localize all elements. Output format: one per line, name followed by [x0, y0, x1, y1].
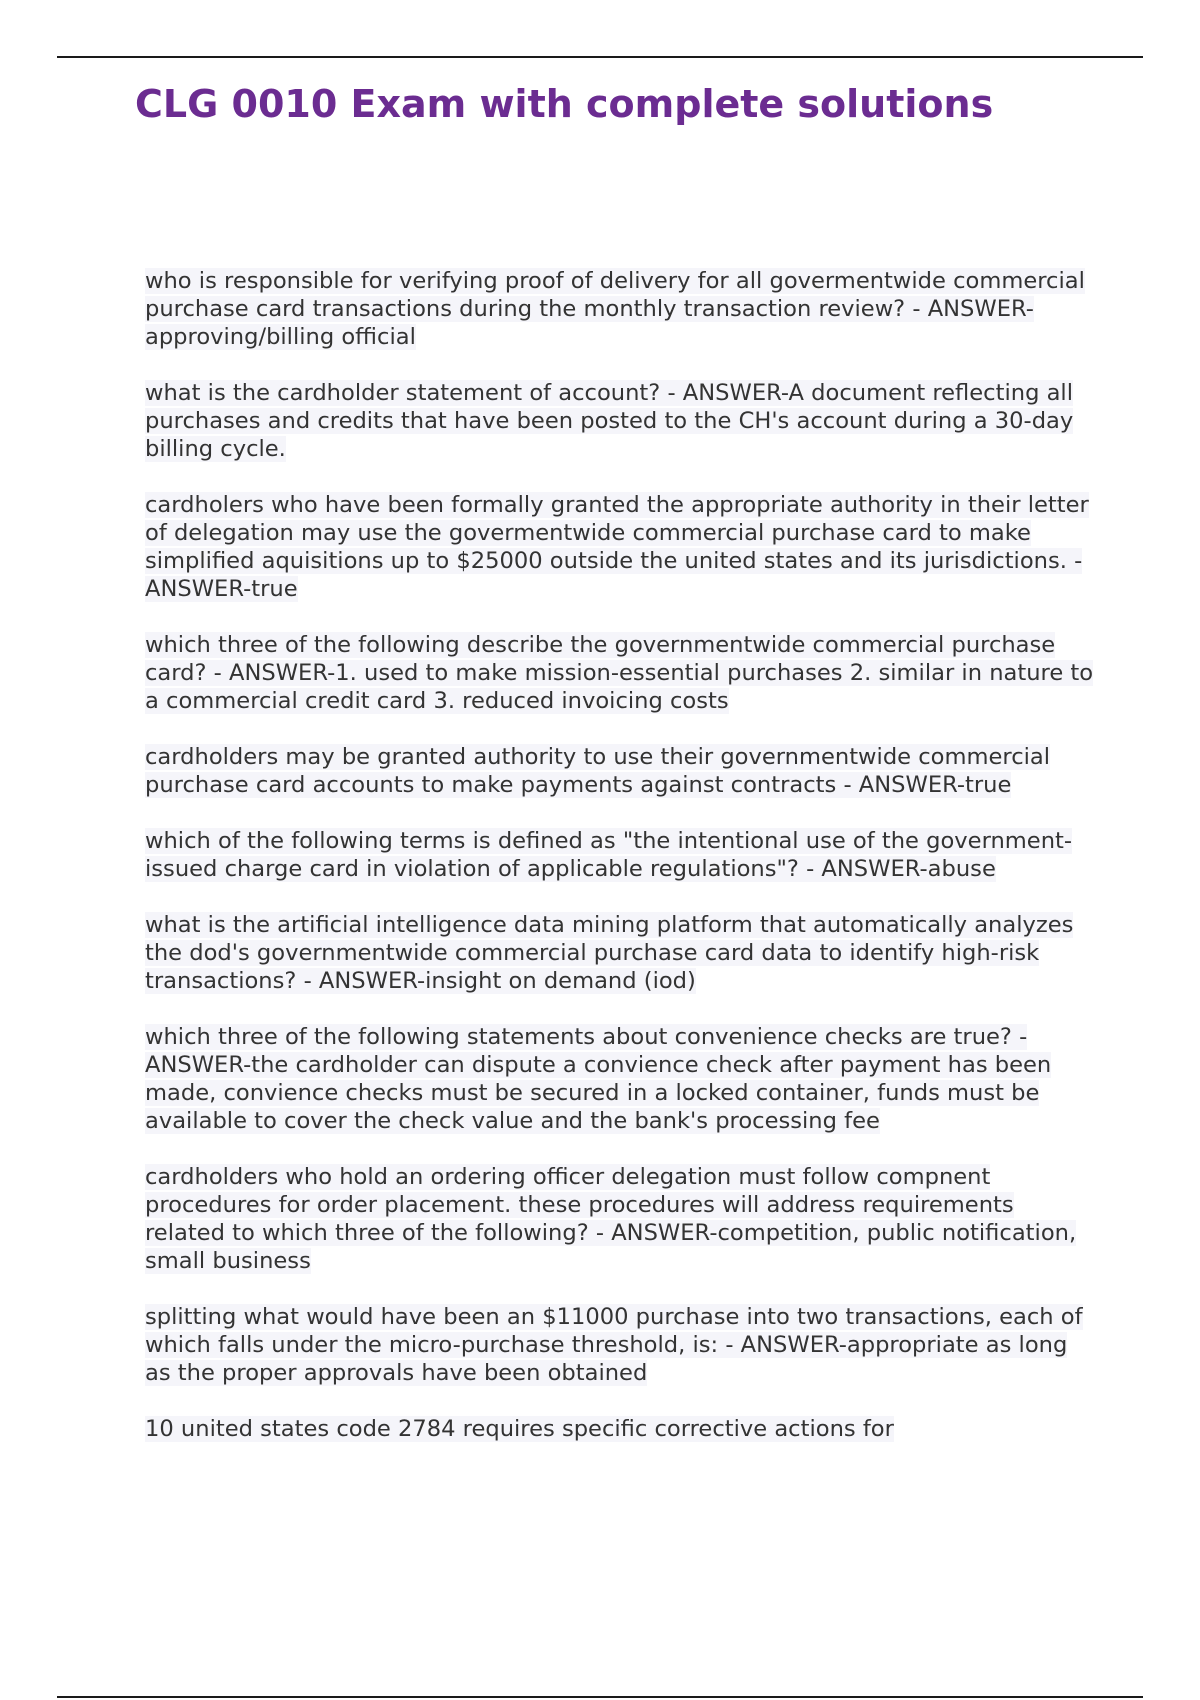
document-title: CLG 0010 Exam with complete solutions — [135, 82, 994, 126]
qa-text: cardholders may be granted authority to use their governmentwide commercial purchase card accounts to make payments against contracts - ANSWER-true — [145, 744, 1051, 798]
bottom-rule — [57, 1696, 1143, 1698]
qa-text: 10 united states code 2784 requires specific corrective actions for — [145, 1416, 894, 1442]
qa-text: cardholders who hold an ordering officer delegation must follow compnent procedures for order placement. these procedures will address requirements related to which three of the following? - ANSWER-competition, public notification, small business — [145, 1164, 1077, 1274]
qa-list — [145, 267, 1095, 1471]
qa-item — [145, 911, 1095, 995]
qa-item — [145, 631, 1095, 715]
qa-item — [145, 1415, 1095, 1443]
qa-item — [145, 827, 1095, 883]
qa-item — [145, 491, 1095, 603]
qa-item — [145, 267, 1095, 351]
qa-text: cardholers who have been formally granted the appropriate authority in their letter of delegation may use the govermentwide commercial purchase card to make simplified aquisitions up to $25000 outside the united states and its jurisdictions. - ANSWER-true — [145, 492, 1089, 602]
qa-text: which of the following terms is defined as "the intentional use of the government-issued charge card in violation of applicable regulations"? - ANSWER-abuse — [145, 828, 1073, 882]
qa-item — [145, 1303, 1095, 1387]
qa-item — [145, 1023, 1095, 1135]
qa-text: which three of the following statements about convenience checks are true? - ANSWER-the cardholder can dispute a convience check after payment has been made, convience checks must be secured in a locked container, funds must be available to cover the check value and the bank's processing fee — [145, 1024, 1052, 1134]
qa-item — [145, 743, 1095, 799]
qa-text: what is the cardholder statement of account? - ANSWER-A document reflecting all purchases and credits that have been posted to the CH's account during a 30-day billing cycle. — [145, 380, 1074, 462]
qa-item — [145, 1163, 1095, 1275]
qa-text: who is responsible for verifying proof of delivery for all govermentwide commercial purchase card transactions during the monthly transaction review? - ANSWER- approving/billing official — [145, 268, 1085, 350]
qa-item — [145, 379, 1095, 463]
qa-text: what is the artificial intelligence data mining platform that automatically analyzes the dod's governmentwide commercial purchase card data to identify high-risk transactions? - ANSWER-insight on demand (iod) — [145, 912, 1074, 994]
qa-text: splitting what would have been an $11000 purchase into two transactions, each of which falls under the micro-purchase threshold, is: - ANSWER-appropriate as long as the proper approvals have been obtained — [145, 1304, 1083, 1386]
top-rule — [57, 56, 1143, 58]
qa-text: which three of the following describe the governmentwide commercial purchase card? - ANSWER-1. used to make mission-essential purchases 2. similar in nature to a commercial credit card 3. reduced invoicing costs — [145, 632, 1094, 714]
